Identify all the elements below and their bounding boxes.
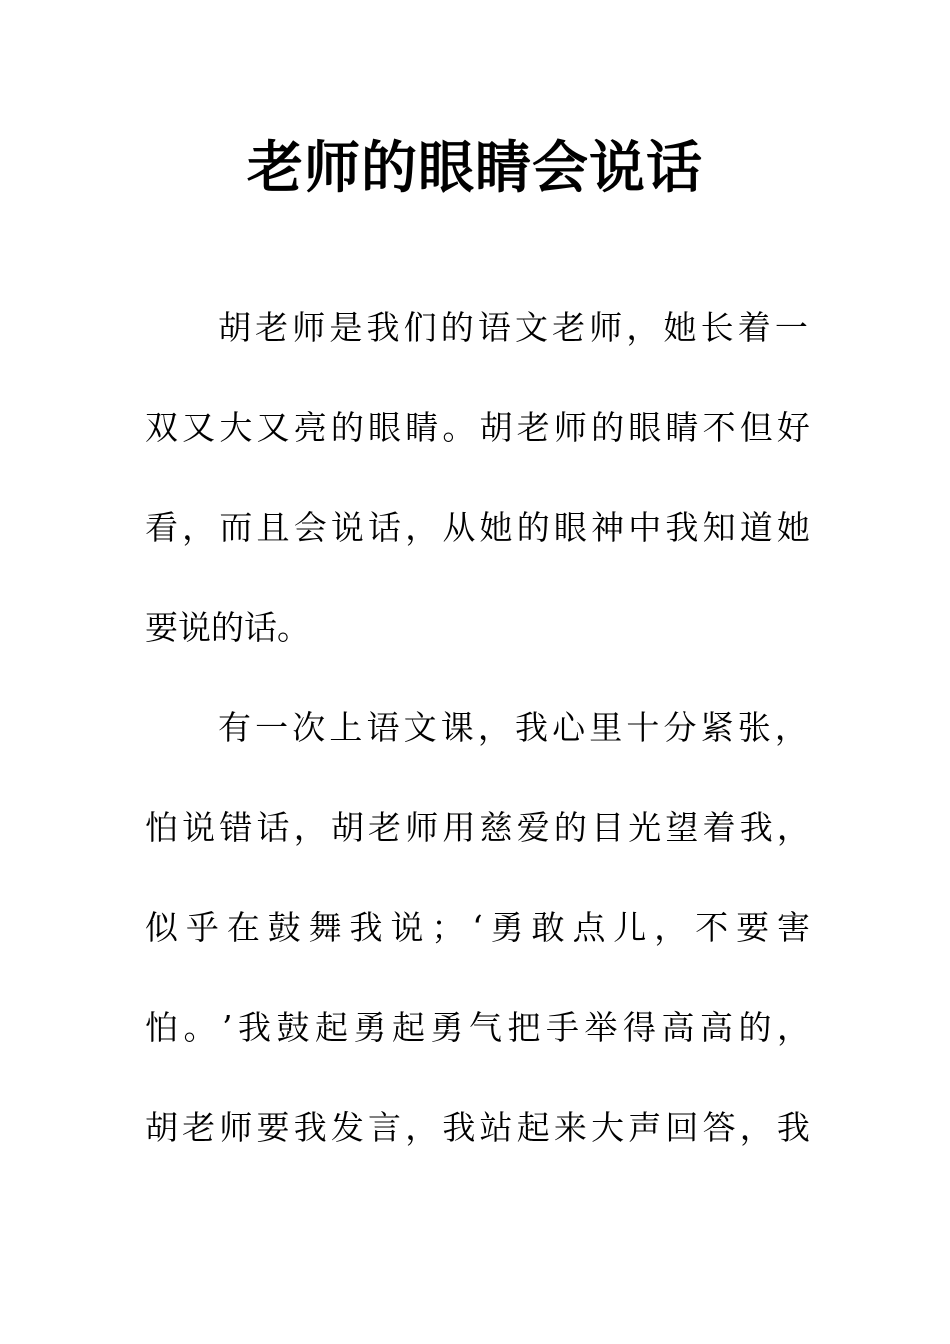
paragraph-1-line-3: 看 ， 而 且 会 说 话 ， 从 她 的 眼 神 中 我 知 道 她: [145, 508, 810, 547]
paragraph-1-line-2: 双 又 大 又 亮 的 眼 睛 。 胡 老 师 的 眼 睛 不 但 好: [145, 408, 810, 447]
document-title: 老师的眼睛会说话: [247, 135, 703, 201]
paragraph-2-line-1: 有 一 次 上 语 文 课 ， 我 心 里 十 分 紧 张 ，: [218, 708, 808, 747]
paragraph-2-line-3: 似 乎 在 鼓 舞 我 说 ； ‘ 勇 敢 点 儿 ， 不 要 害: [145, 908, 810, 947]
paragraph-2-line-5: 胡 老 师 要 我 发 言 ， 我 站 起 来 大 声 回 答 ， 我: [145, 1108, 810, 1147]
paragraph-2-line-2: 怕 说 错 话 ， 胡 老 师 用 慈 爱 的 目 光 望 着 我 ，: [145, 808, 810, 847]
paragraph-2-line-4: 怕 。 ’ 我 鼓 起 勇 起 勇 气 把 手 举 得 高 高 的 ，: [145, 1008, 810, 1047]
paragraph-1-line-1: 胡 老 师 是 我 们 的 语 文 老 师 ， 她 长 着 一: [218, 308, 808, 347]
paragraph-1-line-4: 要说的话。: [145, 608, 310, 647]
